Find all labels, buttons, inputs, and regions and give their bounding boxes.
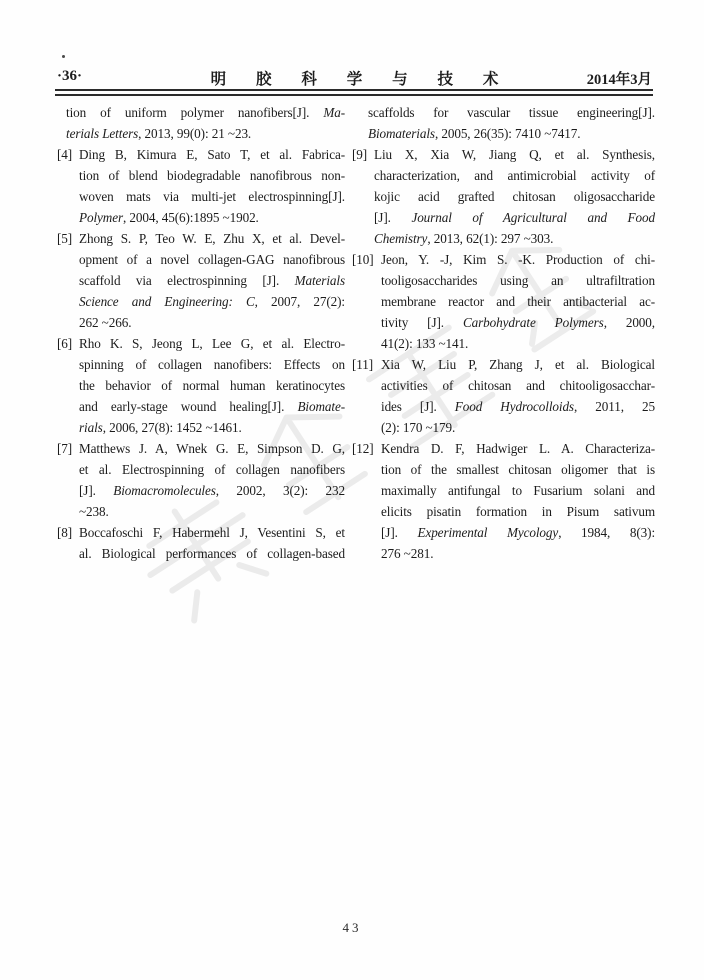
reference-item [352, 102, 655, 144]
journal-title: 明 胶 科 学 与 技 术 [210, 71, 512, 88]
reference-line [66, 123, 345, 144]
reference-line [79, 522, 345, 543]
reference-line [79, 375, 345, 396]
reference-text: spinning of collagen nanofibers: Effects on [79, 357, 345, 372]
reference-text: and early-stage wound healing[J]. [79, 399, 298, 414]
reference-line [79, 333, 345, 354]
reference-text: kojic acid grafted chitosan oligosaccharide [374, 189, 655, 204]
reference-text: 41(2): 133 ~141. [381, 336, 469, 351]
reference-text: Kendra D. F, Hadwiger L. A. Characteriza- [381, 441, 655, 456]
reference-line [374, 207, 655, 228]
reference-line [79, 417, 345, 438]
reference-line [381, 459, 655, 480]
references-section [57, 102, 655, 564]
reference-item [352, 144, 655, 249]
reference-text: woven mats via multi-jet electrospinning[J]. [79, 189, 345, 204]
journal-name-text: Polymer [79, 210, 123, 225]
reference-text: , 2004, 45(6):1895 ~1902. [122, 210, 259, 225]
journal-name-text: Biomaterials [368, 126, 435, 141]
reference-text: Zhong S. P, Teo W. E, Zhu X, et al. Devel- [79, 231, 345, 246]
reference-line [79, 480, 345, 501]
reference-line [79, 312, 345, 333]
reference-text: Xia W, Liu P, Zhang J, et al. Biological [381, 357, 655, 372]
reference-text: tooligosaccharides using an ultrafiltration [381, 273, 655, 288]
reference-line [381, 543, 655, 564]
reference-text: et al. Electrospinning of collagen nanofibers [79, 462, 345, 477]
reference-text: ~238. [79, 504, 109, 519]
reference-text: , 1984, 8(3): [558, 525, 656, 540]
reference-line [374, 228, 655, 249]
header-page-number: ·36· [57, 68, 83, 84]
reference-line [368, 102, 655, 123]
reference-text: activities of chitosan and chitooligosacchar- [381, 378, 655, 393]
reference-text: Rho K. S, Jeong L, Lee G, et al. Electro- [79, 336, 345, 351]
reference-text: , 2006, 27(8): 1452 ~1461. [102, 420, 242, 435]
reference-text: al. Biological performances of collagen-based [79, 546, 345, 561]
reference-label: [6] [57, 336, 73, 351]
reference-text: , 2011, 25 [573, 399, 655, 414]
reference-text: , 2013, 62(1): 297 ~303. [427, 231, 554, 246]
reference-text: maximally antifungal to Fusarium solani and [381, 483, 655, 498]
reference-line [381, 438, 655, 459]
reference-text: 276 ~281. [381, 546, 434, 561]
reference-line [79, 249, 345, 270]
journal-name-text: Experimental Mycology [417, 525, 559, 540]
reference-text: Liu X, Xia W, Jiang Q, et al. Synthesis, [374, 147, 655, 162]
reference-label: [5] [57, 231, 73, 246]
reference-line [381, 501, 655, 522]
reference-item [57, 333, 345, 438]
reference-item [57, 522, 345, 564]
reference-item [57, 144, 345, 228]
reference-label: [10] [352, 252, 374, 267]
journal-name-text: Ma- [323, 105, 345, 120]
reference-line [79, 186, 345, 207]
reference-line [368, 123, 655, 144]
reference-text: tion of blend biodegradable nanofibrous non- [79, 168, 345, 183]
reference-line [381, 333, 655, 354]
reference-text: Boccafoschi F, Habermehl J, Vesentini S, et [79, 525, 345, 540]
reference-line [79, 543, 345, 564]
reference-line [79, 396, 345, 417]
journal-name-text: rials [79, 420, 103, 435]
reference-line [66, 102, 345, 123]
dot-artifact [62, 55, 65, 58]
reference-text: , 2000, [603, 315, 655, 330]
reference-text: ides [J]. [381, 399, 455, 414]
reference-text: Ding B, Kimura E, Sato T, et al. Fabrica- [79, 147, 345, 162]
reference-text: Jeon, Y. -J, Kim S. -K. Production of chi- [381, 252, 655, 267]
reference-line [381, 354, 655, 375]
reference-label: [11] [352, 357, 374, 372]
reference-text: tivity [J]. [381, 315, 463, 330]
reference-line [381, 417, 655, 438]
reference-text: [J]. [374, 210, 412, 225]
reference-text: Matthews J. A, Wnek G. E, Simpson D. G, [79, 441, 345, 456]
reference-line [79, 459, 345, 480]
reference-item [57, 102, 345, 144]
reference-text: the behavior of normal human keratinocytes [79, 378, 345, 393]
reference-line [79, 165, 345, 186]
reference-item [57, 228, 345, 333]
reference-line [381, 249, 655, 270]
reference-text: scaffolds for vascular tissue engineering[J]. [368, 105, 655, 120]
page-header [57, 66, 652, 88]
journal-name-text: terials Letters [66, 126, 139, 141]
reference-line [374, 165, 655, 186]
reference-line [381, 291, 655, 312]
header-rule [55, 89, 653, 96]
reference-text: , 2007, 27(2): [254, 294, 345, 309]
reference-text: elicits pisatin formation in Pisum sativum [381, 504, 655, 519]
reference-line [79, 291, 345, 312]
reference-item [352, 354, 655, 438]
reference-line [79, 501, 345, 522]
reference-label: [7] [57, 441, 73, 456]
reference-text: , 2005, 26(35): 7410 ~7417. [434, 126, 581, 141]
reference-line [79, 228, 345, 249]
reference-label: [4] [57, 147, 73, 162]
journal-name-text: Food Hydrocolloids [454, 399, 574, 414]
reference-item [352, 249, 655, 354]
journal-name-text: Chemistry [374, 231, 428, 246]
reference-text: tion of uniform polymer nanofibers[J]. [66, 105, 324, 120]
reference-line [381, 270, 655, 291]
journal-name-text: Science and Engineering: C [79, 294, 255, 309]
reference-label: [12] [352, 441, 374, 456]
reference-text: scaffold via electrospinning [J]. [79, 273, 295, 288]
reference-text: opment of a novel collagen-GAG nanofibrous [79, 252, 345, 267]
reference-text: [J]. [79, 483, 114, 498]
footer-page-number: 43 [342, 920, 362, 935]
reference-text: (2): 170 ~179. [381, 420, 456, 435]
journal-name-text: Carbohydrate Polymers [462, 315, 604, 330]
reference-text: [J]. [381, 525, 418, 540]
journal-name-text: Materials [294, 273, 345, 288]
reference-line [381, 312, 655, 333]
reference-text: 262 ~266. [79, 315, 132, 330]
reference-label: [9] [352, 147, 368, 162]
reference-text: , 2013, 99(0): 21 ~23. [138, 126, 252, 141]
reference-line [381, 396, 655, 417]
reference-line [79, 270, 345, 291]
references-right-column [352, 102, 655, 564]
issue-date: 2014年3月 [586, 72, 652, 88]
references-left-column [57, 102, 345, 564]
reference-text: membrane reactor and their antibacterial ac- [381, 294, 655, 309]
journal-name-text: Biomate- [297, 399, 345, 414]
journal-name-text: Journal of Agricultural and Food [411, 210, 655, 225]
reference-label: [8] [57, 525, 73, 540]
reference-line [374, 186, 655, 207]
reference-text: characterization, and antimicrobial activity of [374, 168, 655, 183]
reference-line [79, 438, 345, 459]
reference-line [381, 522, 655, 543]
reference-line [79, 354, 345, 375]
reference-line [374, 144, 655, 165]
reference-text: tion of the smallest chitosan oligomer that is [381, 462, 655, 477]
reference-line [79, 144, 345, 165]
reference-text: , 2002, 3(2): 232 [215, 483, 346, 498]
journal-name-text: Biomacromolecules [113, 483, 216, 498]
reference-item [57, 438, 345, 522]
reference-line [79, 207, 345, 228]
reference-line [381, 375, 655, 396]
reference-line [381, 480, 655, 501]
reference-item [352, 438, 655, 564]
